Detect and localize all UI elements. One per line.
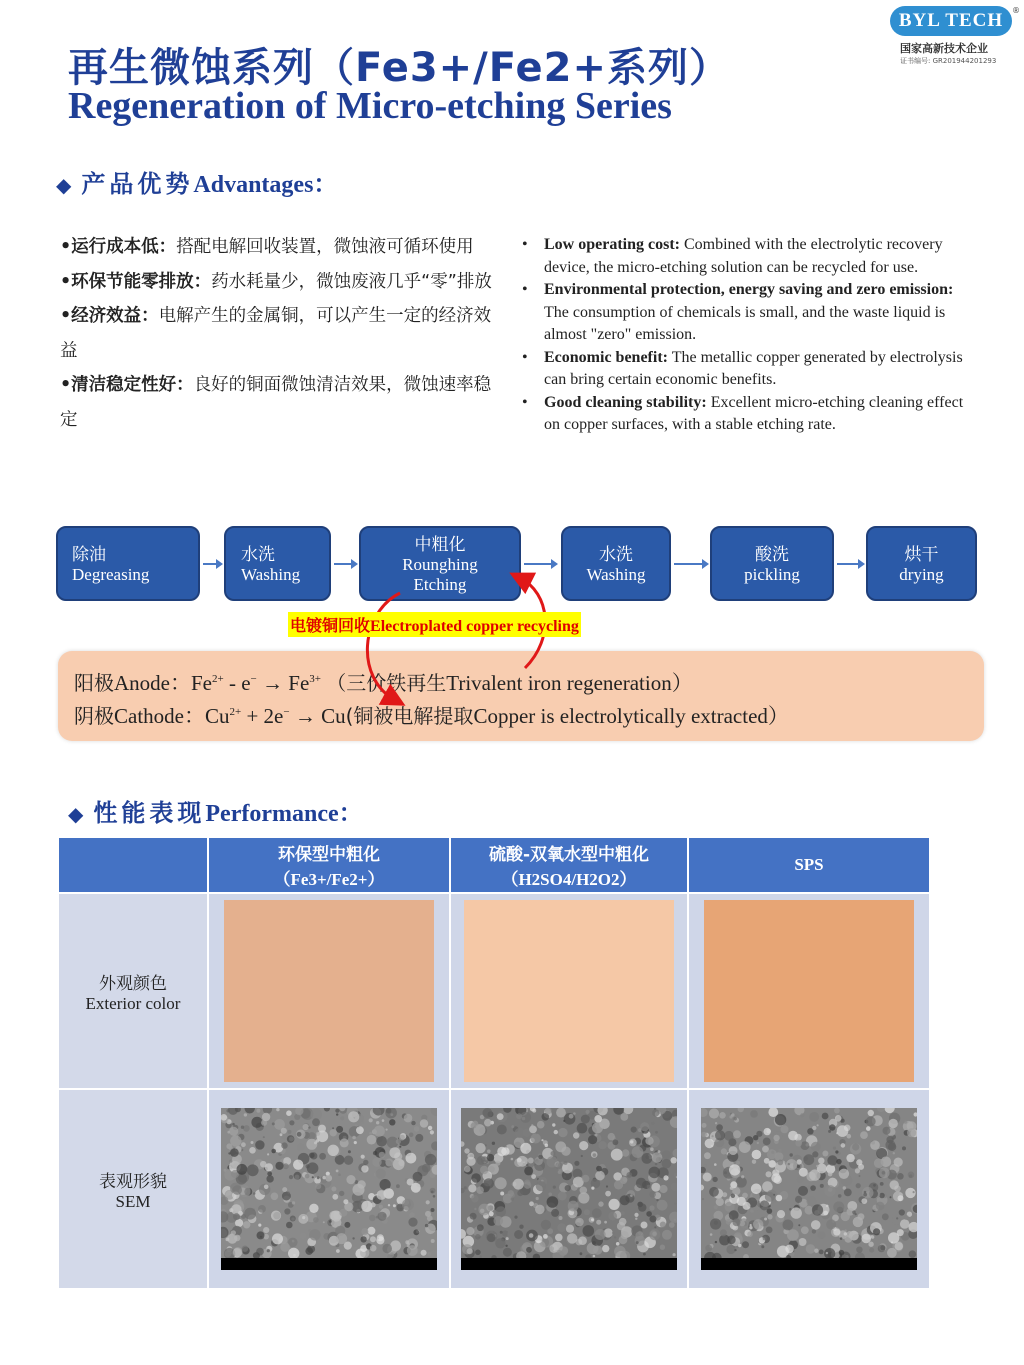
- performance-heading-cn: 性能表现: [93, 799, 206, 827]
- advantages-heading-en: Advantages：: [193, 172, 338, 198]
- page-title-en: Regeneration of Micro-etching Series: [68, 85, 672, 127]
- table-header-blank: [58, 837, 208, 893]
- table-row: [58, 893, 930, 1089]
- arrow-icon: [203, 563, 221, 565]
- process-step-washing-2: 水洗 Washing: [561, 526, 671, 601]
- sem-micrograph: [701, 1108, 917, 1270]
- advantage-cn-item: •经济效益：电解产生的金属铜，可以产生一定的经济效益: [60, 306, 492, 361]
- recycle-arrows-icon: [340, 568, 570, 718]
- advantage-en-item: • Low operating cost: Combined with the electrolytic recovery device, the micro-etching solution can be recycled for use.: [520, 234, 965, 279]
- advantage-en-item: • Economic benefit: The metallic copper generated by electrolysis can bring certain economic benefits.: [520, 347, 965, 392]
- diamond-bullet-icon: ◆: [56, 173, 72, 197]
- logo-badge: BYL TECH: [890, 6, 1012, 36]
- process-step-pickling: 酸洗 pickling: [710, 526, 834, 601]
- sem-image-h2so4: [450, 1089, 688, 1289]
- advantage-cn-item: •清洁稳定性好：良好的铜面微蚀清洁效果，微蚀速率稳定: [60, 375, 492, 430]
- advantage-cn-item: •运行成本低：搭配电解回收装置，微蚀液可循环使用: [60, 237, 474, 257]
- table-header-h2so4: 硫酸-双氧水型中粗化 （H2SO4/H2O2）: [450, 837, 688, 893]
- logo-caption: 国家高新技术企业: [900, 42, 988, 55]
- color-swatch: [464, 900, 674, 1082]
- registered-mark: ®: [1012, 6, 1020, 15]
- arrow-icon: [837, 563, 863, 565]
- advantages-en-list: [520, 234, 965, 437]
- advantage-cn-item: •环保节能零排放：药水耗量少，微蚀废液几乎“零”排放: [60, 271, 492, 292]
- performance-table: [57, 836, 931, 1290]
- exterior-color-fe: [208, 893, 450, 1089]
- sem-image-fe: [208, 1089, 450, 1289]
- color-swatch: [224, 900, 434, 1082]
- company-logo: [890, 6, 1018, 68]
- anode-reaction: 阳极Anode：$Fe^{2+} - e^- \to Fe^{3+}$ （三价铁再生Trivalent iron regeneration）: [74, 671, 693, 695]
- advantages-heading: [56, 164, 337, 199]
- table-row: [58, 1089, 930, 1289]
- arrow-icon: [334, 563, 356, 565]
- arrow-icon: [674, 563, 707, 565]
- arrow-icon: [524, 563, 556, 565]
- process-step-degreasing: 除油 Degreasing: [56, 526, 200, 601]
- performance-heading-en: Performance：: [205, 801, 363, 827]
- color-swatch: [704, 900, 914, 1082]
- process-step-drying: 烘干 drying: [866, 526, 977, 601]
- table-header-fe: 环保型中粗化 （Fe3+/Fe2+）: [208, 837, 450, 893]
- row-label-sem: 表观形貌 SEM: [58, 1089, 208, 1289]
- diamond-bullet-icon: ◆: [68, 802, 84, 826]
- process-step-washing-1: 水洗 Washing: [224, 526, 331, 601]
- sem-image-sps: [688, 1089, 930, 1289]
- advantage-en-item: • Good cleaning stability: Excellent micro-etching cleaning effect on copper surfaces, with a stable etching rate.: [520, 392, 965, 437]
- advantage-en-item: • Environmental protection, energy saving and zero emission: The consumption of chemicals is small, and the waste liquid is almost "zero" emission.: [520, 279, 965, 347]
- table-header-sps: SPS: [688, 837, 930, 893]
- exterior-color-sps: [688, 893, 930, 1089]
- row-label-exterior-color: 外观颜色 Exterior color: [58, 893, 208, 1089]
- table-header-row: [58, 837, 930, 893]
- certificate-number: 证书编号: GR201944201293: [900, 57, 997, 65]
- cathode-reaction: 阴极Cathode：$Cu^{2+} + 2e^- \to Cu$(铜被电解提取Copper is electrolytically extracted）: [74, 704, 789, 728]
- page-title-cn: 再生微蚀系列（Fe3+/Fe2+系列）: [68, 45, 730, 91]
- advantages-heading-cn: 产品优势: [81, 170, 194, 198]
- advantages-cn-list: [60, 230, 500, 437]
- sem-micrograph: [461, 1108, 677, 1270]
- sem-micrograph: [221, 1108, 437, 1270]
- performance-heading: [68, 793, 363, 828]
- exterior-color-h2so4: [450, 893, 688, 1089]
- process-step-roughing-etching: 中粗化 Rounghing Etching: [359, 526, 521, 601]
- copper-recycling-label: 电镀铜回收Electroplated copper recycling: [288, 612, 581, 637]
